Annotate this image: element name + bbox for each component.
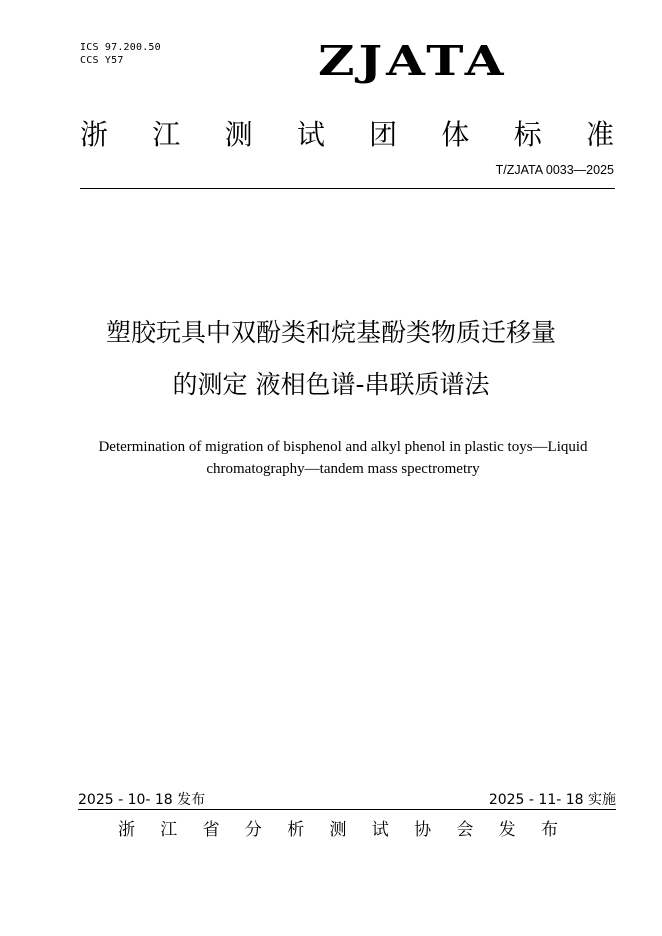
publisher-char: 会 — [456, 820, 474, 840]
publisher-char: 试 — [371, 820, 389, 840]
org-standard-title — [80, 117, 614, 153]
org-title-char: 体 — [441, 118, 470, 151]
chinese-title-line-2: 的测定 液相色谱-串联质谱法 — [172, 370, 490, 399]
org-title-char: 标 — [513, 118, 542, 151]
org-title-char: 试 — [296, 118, 325, 151]
org-title-char: 测 — [224, 118, 253, 151]
publisher-char: 分 — [244, 820, 262, 840]
publisher-char: 布 — [540, 820, 558, 840]
org-title-char: 准 — [585, 118, 614, 151]
publisher-char: 发 — [498, 820, 516, 840]
publisher-char: 省 — [202, 820, 220, 840]
ccs-code: CCS Y57 — [80, 55, 124, 66]
ics-code: ICS 97.200.50 — [80, 42, 161, 53]
publisher-char: 析 — [287, 820, 305, 840]
org-title-char: 浙 — [80, 118, 109, 151]
org-title-char: 团 — [369, 118, 398, 151]
footer-divider — [78, 809, 616, 810]
publisher-char: 浙 — [118, 820, 135, 840]
standard-number: T/ZJATA 0033—2025 — [495, 163, 614, 177]
issue-date: 2025 - 10- 18 发布 — [78, 792, 206, 808]
org-title-char: 江 — [152, 118, 181, 151]
english-title-line-2: chromatography—tandem mass spectrometry — [206, 461, 480, 477]
publisher-char: 协 — [414, 820, 432, 840]
english-title — [70, 436, 616, 480]
zjata-logo: ZJATA — [318, 36, 508, 85]
implementation-date: 2025 - 11- 18 实施 — [488, 792, 616, 808]
classification-codes — [80, 41, 161, 67]
chinese-title-line-1: 塑胶玩具中双酚类和烷基酚类物质迁移量 — [105, 318, 556, 347]
dates-row — [78, 790, 616, 810]
publisher-char: 江 — [160, 820, 178, 840]
english-title-line-1: Determination of migration of bisphenol and alkyl phenol in plastic toys—Liquid — [98, 439, 588, 455]
publisher — [118, 818, 558, 842]
publisher-char: 测 — [329, 820, 347, 840]
header-divider — [80, 188, 615, 189]
